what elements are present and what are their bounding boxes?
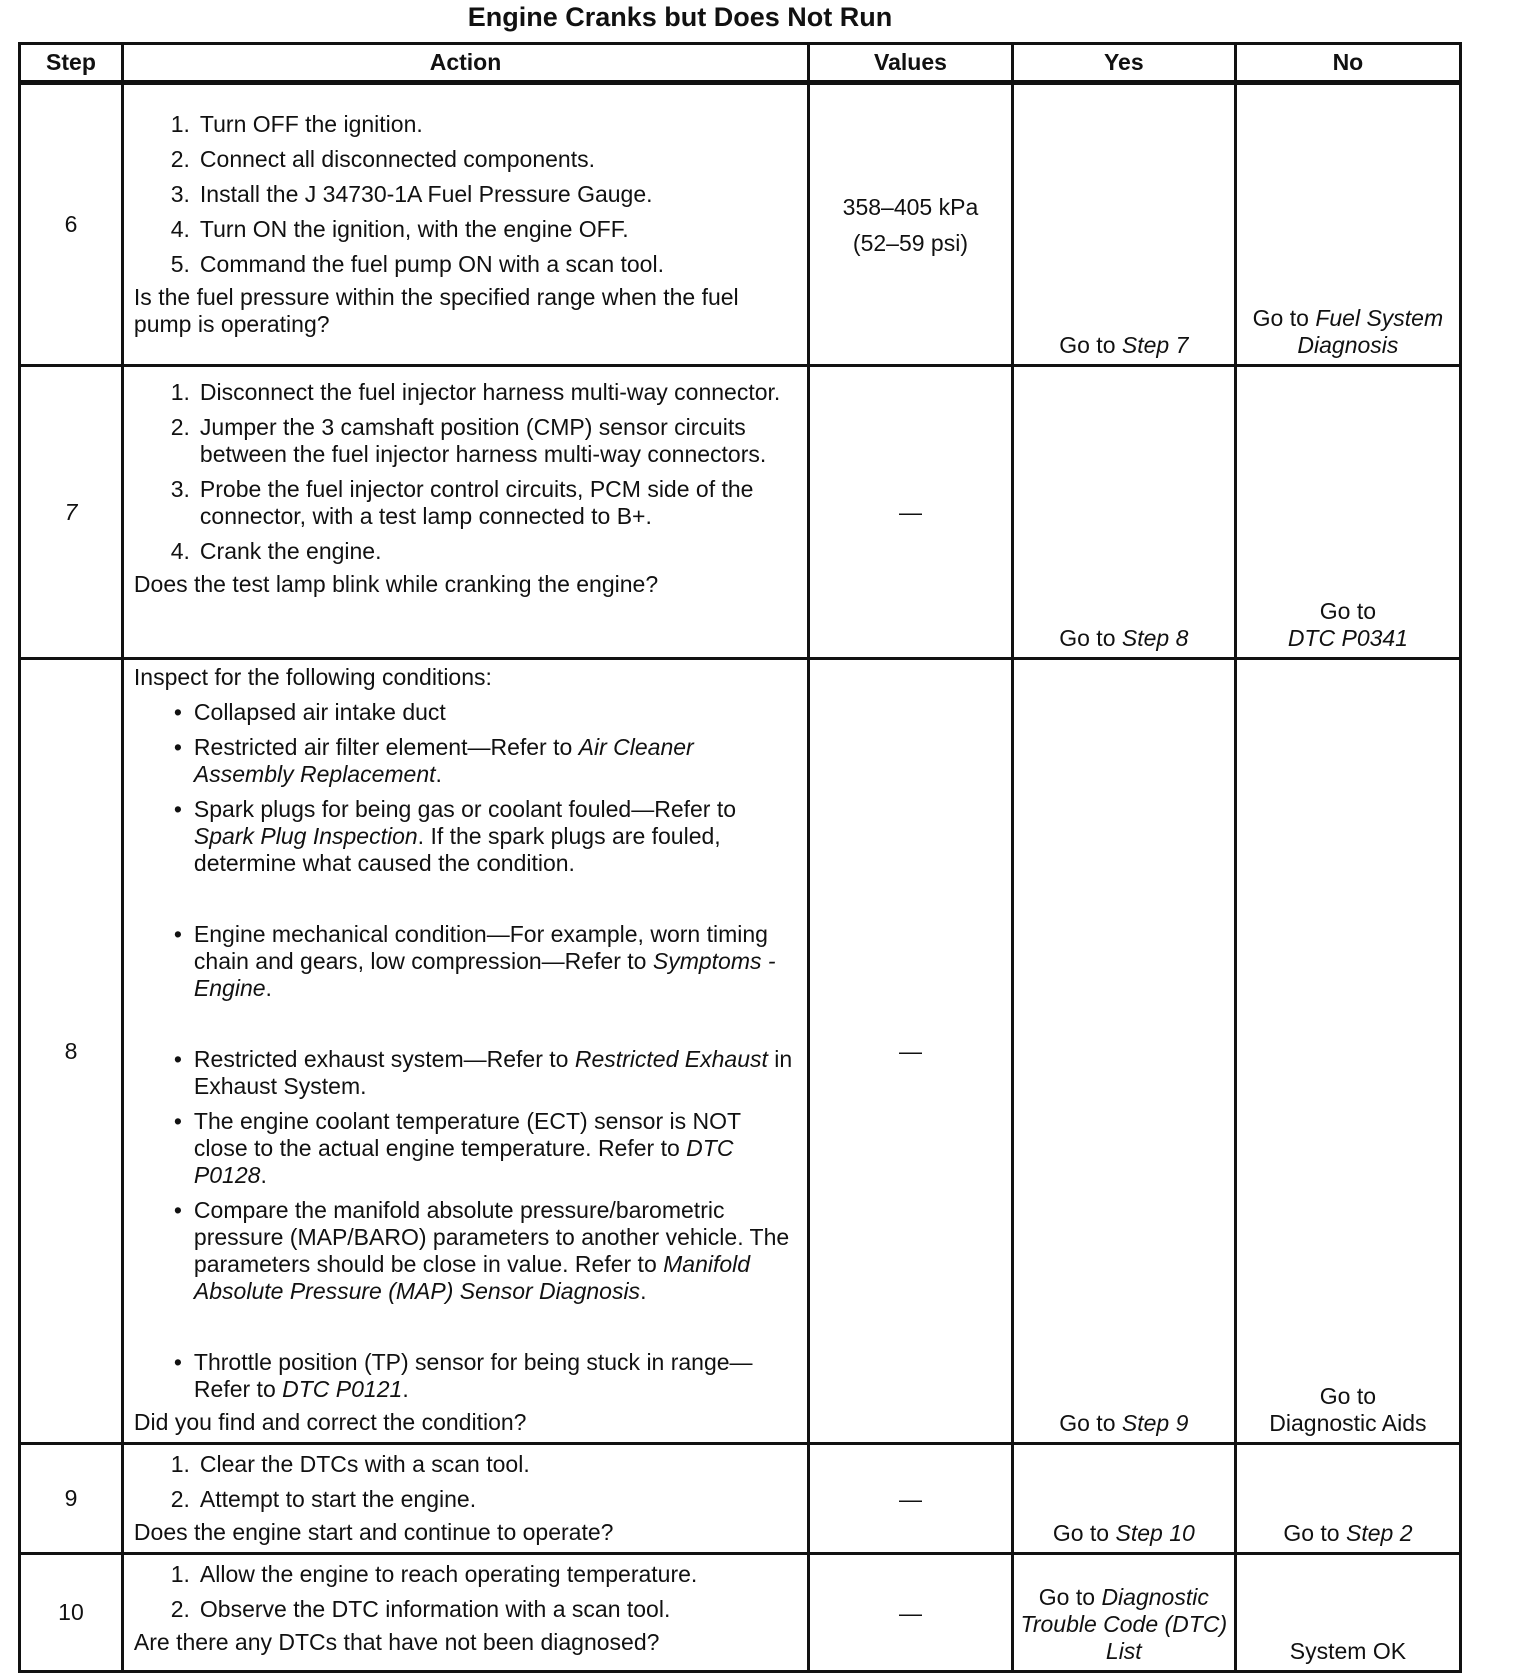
reference-link[interactable]: Symptoms - Engine [193, 948, 776, 1001]
yes-cell: Go to Step 8 [1012, 366, 1235, 659]
no-cell [1235, 1554, 1460, 1672]
list-item: • Throttle position (TP) sensor for being stuck in range—Refer to DTC P0121. [173, 1349, 753, 1402]
no-cell: Go to Diagnostic Aids [1235, 659, 1460, 1444]
yes-link[interactable]: Step 9 [1121, 1410, 1189, 1436]
header-action: Action [122, 44, 808, 83]
list-item: 1. Disconnect the fuel injector harness multi-way connector. [170, 379, 781, 405]
question-text: Does the test lamp blink while cranking the engine? [133, 571, 659, 597]
numbered-steps [134, 111, 797, 278]
no-link[interactable]: DTC P0341 [1287, 625, 1408, 651]
step-number: 8 [20, 659, 123, 1444]
numbered-steps [134, 1561, 797, 1623]
reference-link[interactable]: Air Cleaner Assembly Replacement [193, 734, 694, 787]
yes-link[interactable]: Step 8 [1121, 625, 1189, 651]
list-item: • Restricted air filter element—Refer to Air Cleaner Assembly Replacement. [173, 734, 694, 787]
value-text: — [898, 1038, 922, 1064]
reference-link[interactable]: Spark Plug Inspection [193, 823, 418, 849]
table-row-step-10 [20, 1554, 1461, 1672]
list-item: 3. Install the J 34730-1A Fuel Pressure Gauge. [170, 181, 653, 207]
no-link[interactable]: Step 2 [1345, 1520, 1413, 1546]
numbered-steps [134, 379, 797, 565]
no-link[interactable]: Fuel System Diagnosis [1297, 305, 1444, 358]
step-number: 7 [20, 366, 123, 659]
list-item: 1. Allow the engine to reach operating temperature. [170, 1561, 698, 1587]
header-yes: Yes [1012, 44, 1235, 83]
yes-cell: Go to Step 7 [1012, 83, 1235, 366]
step-number: 9 [20, 1444, 123, 1554]
no-link[interactable]: Diagnostic Aids [1269, 1410, 1427, 1436]
list-item: • Collapsed air intake duct [173, 699, 446, 725]
yes-cell: Go to Step 10 [1012, 1444, 1235, 1554]
yes-cell: Go to Step 9 [1012, 659, 1235, 1444]
step-number: 6 [20, 83, 123, 366]
page-title: Engine Cranks but Does Not Run [467, 2, 893, 32]
table-row-step-8 [20, 659, 1461, 1444]
value-text: — [898, 1485, 922, 1512]
question-text: Does the engine start and continue to operate? [133, 1519, 614, 1545]
list-item: 3. Probe the fuel injector control circuits, PCM side of the connector, with a test lamp connected to B+. [170, 476, 754, 529]
list-item: • Restricted exhaust system—Refer to Restricted Exhaust in Exhaust System. [173, 1046, 793, 1099]
reference-link[interactable]: DTC P0121 [282, 1376, 403, 1402]
no-text: System OK [1289, 1638, 1407, 1664]
no-cell: Go to Step 2 [1235, 1444, 1460, 1554]
list-item: 2. Observe the DTC information with a scan tool. [170, 1596, 671, 1622]
question-text: Did you find and correct the condition? [133, 1409, 527, 1435]
list-item: 5. Command the fuel pump ON with a scan tool. [170, 251, 664, 277]
list-item: 4. Crank the engine. [170, 538, 382, 564]
header-values: Values [809, 44, 1013, 83]
yes-link[interactable]: Step 7 [1121, 332, 1189, 358]
values-cell [809, 659, 1013, 1444]
no-cell: Go to Fuel System Diagnosis [1235, 83, 1460, 366]
list-item: 1. Turn OFF the ignition. [170, 111, 423, 137]
values-cell [809, 1554, 1013, 1672]
yes-cell: Go to Diagnostic Trouble Code (DTC) List [1012, 1554, 1235, 1672]
reference-link[interactable]: DTC P0128 [193, 1135, 734, 1188]
value-text: 358–405 kPa [842, 193, 979, 220]
header-row [20, 44, 1461, 83]
value-text: (52–59 psi) [852, 229, 968, 256]
question-text: Are there any DTCs that have not been diagnosed? [133, 1629, 660, 1655]
list-item: 2. Attempt to start the engine. [170, 1486, 477, 1512]
values-cell [809, 1444, 1013, 1554]
table-row-step-7 [20, 366, 1461, 659]
list-item: • The engine coolant temperature (ECT) sensor is NOT close to the actual engine temperature. Refer to DTC P0128. [173, 1108, 741, 1188]
table-row-step-9 [20, 1444, 1461, 1554]
list-item: 2. Connect all disconnected components. [170, 146, 595, 172]
header-step: Step [20, 44, 123, 83]
values-cell [809, 366, 1013, 659]
step-number: 10 [20, 1554, 123, 1672]
question-text: Is the fuel pressure within the specified range when the fuel pump is operating? [133, 284, 739, 337]
action-cell [122, 659, 808, 1444]
list-item: • Engine mechanical condition—For example, worn timing chain and gears, low compression—Refer to Symptoms - Engine. [173, 921, 776, 1001]
values-cell [809, 83, 1013, 366]
action-cell [122, 83, 808, 366]
action-cell [122, 1554, 808, 1672]
diagnostic-table [18, 42, 1462, 1673]
action-cell [122, 366, 808, 659]
list-item: • Compare the manifold absolute pressure/barometric pressure (MAP/BARO) parameters to another vehicle. The parameters should be close in value. Refer to Manifold Absolute Pressure (MAP) Sensor Diagnosis. [173, 1197, 790, 1304]
value-text: — [898, 499, 922, 525]
list-item: 1. Clear the DTCs with a scan tool. [170, 1451, 530, 1477]
list-item: 4. Turn ON the ignition, with the engine OFF. [170, 216, 629, 242]
no-cell: Go to DTC P0341 [1235, 366, 1460, 659]
reference-link[interactable]: Restricted Exhaust [574, 1046, 768, 1072]
reference-link[interactable]: Manifold Absolute Pressure (MAP) Sensor Diagnosis [193, 1251, 751, 1304]
header-no: No [1235, 44, 1460, 83]
action-cell [122, 1444, 808, 1554]
list-item: • Spark plugs for being gas or coolant fouled—Refer to Spark Plug Inspection. If the spark plugs are fouled, determine what caused the condition. [173, 796, 737, 876]
yes-link[interactable]: Diagnostic Trouble Code (DTC) List [1020, 1584, 1228, 1664]
list-item: 2. Jumper the 3 camshaft position (CMP) sensor circuits between the fuel injector harness multi-way connectors. [170, 414, 767, 467]
intro-text: Inspect for the following conditions: [133, 664, 492, 690]
numbered-steps [134, 1451, 797, 1513]
table-row-step-6 [20, 83, 1461, 366]
bullet-list [134, 699, 797, 1403]
yes-link[interactable]: Step 10 [1115, 1520, 1195, 1546]
value-text: — [898, 1599, 922, 1626]
